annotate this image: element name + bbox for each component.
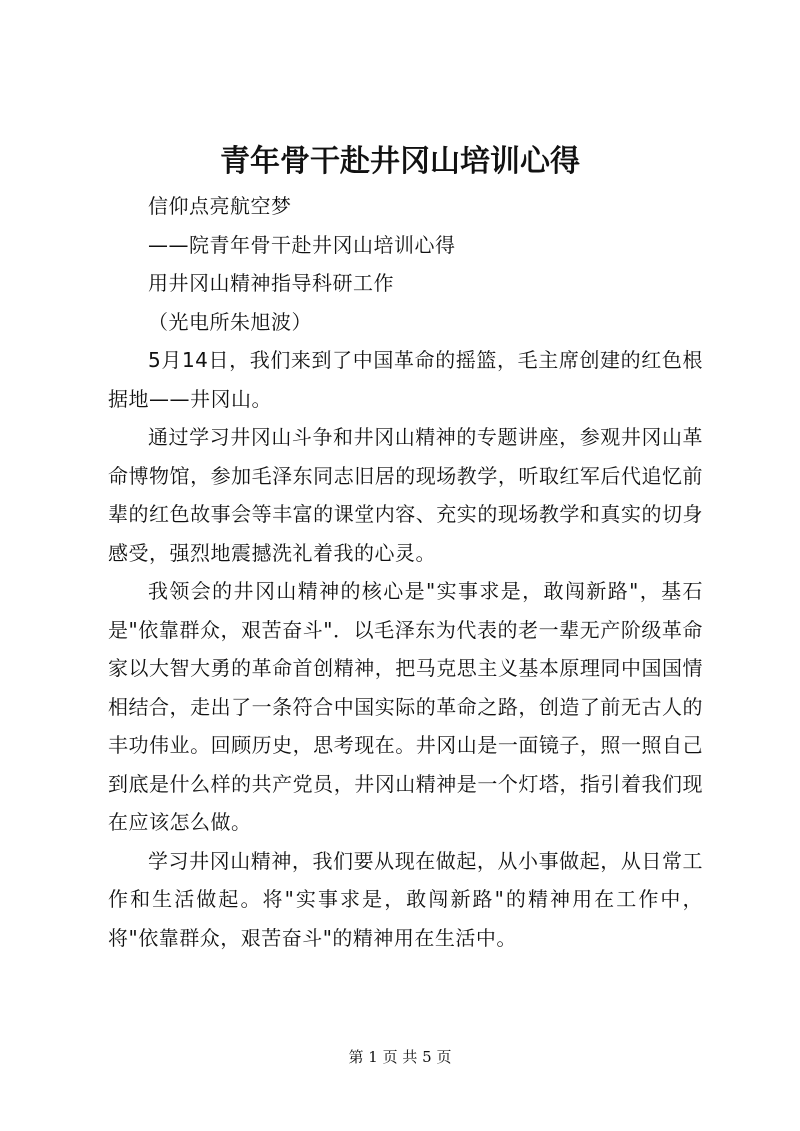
body-paragraph: 5月14日，我们来到了中国革命的摇篮，毛主席创建的红色根据地——井冈山。: [108, 348, 703, 411]
subtitle-line: 信仰点亮航空梦: [148, 194, 292, 218]
subtitle-line: 用井冈山精神指导科研工作: [148, 271, 394, 295]
subtitle-line: ——院青年骨干赴井冈山培训心得: [148, 232, 456, 257]
body-paragraph: 通过学习井冈山斗争和井冈山精神的专题讲座，参观井冈山革命博物馆，参加毛泽东同志旧居的现场教学，听取红军后代追忆前辈的红色故事会等丰富的课堂内容、充实的现场教学和真实的切身感受，强烈地震撼洗礼着我的心灵。: [108, 425, 703, 565]
body-paragraph: 学习井冈山精神，我们要从现在做起，从小事做起，从日常工作和生活做起。将"实事求是，敢闯新路"的精神用在工作中，将"依靠群众，艰苦奋斗"的精神用在生活中。: [108, 848, 703, 950]
page-number-footer: 第 1 页 共 5 页: [348, 1048, 452, 1066]
body-paragraph: 我领会的井冈山精神的核心是"实事求是，敢闯新路"，基石是"依靠群众，艰苦奋斗"．以毛泽东为代表的老一辈无产阶级革命家以大智大勇的革命首创精神，把马克思主义基本原理同中国国情相结合，走出了一条符合中国实际的革命之路，创造了前无古人的丰功伟业。回顾历史，思考现在。井冈山是一面镜子，照一照自己到底是什么样的共产党员，井冈山精神是一个灯塔，指引着我们现在应该怎么做。: [108, 579, 703, 834]
author-line: （光电所朱旭波）: [148, 309, 312, 334]
document-title: 青年骨干赴井冈山培训心得: [220, 144, 580, 179]
document-body: [108, 187, 703, 957]
